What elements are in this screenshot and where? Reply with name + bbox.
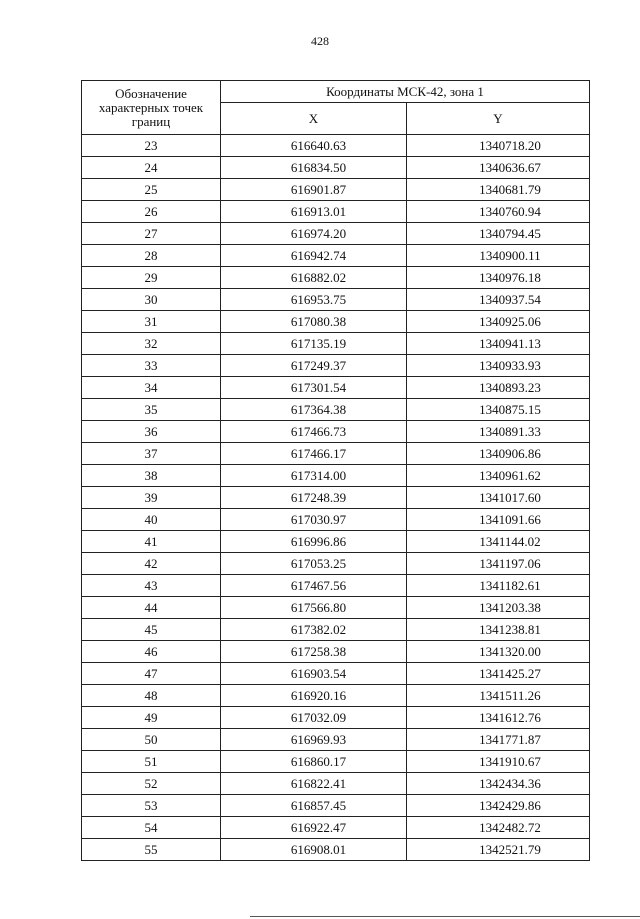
table-row xyxy=(82,773,590,795)
cell-point-number: 32 xyxy=(82,333,221,355)
cell-y: 1340893.23 xyxy=(407,377,590,399)
cell-y: 1341612.76 xyxy=(407,707,590,729)
table-row xyxy=(82,377,590,399)
cell-y: 1340961.62 xyxy=(407,465,590,487)
table-row xyxy=(82,641,590,663)
cell-x: 616920.16 xyxy=(221,685,407,707)
header-point-designation: Обозначение характерных точек границ xyxy=(82,81,221,135)
cell-x: 616640.63 xyxy=(221,135,407,157)
table-body xyxy=(82,135,590,861)
cell-point-number: 54 xyxy=(82,817,221,839)
table-row xyxy=(82,707,590,729)
cell-x: 617466.17 xyxy=(221,443,407,465)
table-row xyxy=(82,289,590,311)
cell-x: 617382.02 xyxy=(221,619,407,641)
header-x: X xyxy=(221,103,407,135)
cell-point-number: 52 xyxy=(82,773,221,795)
table-row xyxy=(82,399,590,421)
table-row xyxy=(82,619,590,641)
cell-point-number: 39 xyxy=(82,487,221,509)
cell-point-number: 43 xyxy=(82,575,221,597)
cell-y: 1340937.54 xyxy=(407,289,590,311)
cell-x: 616996.86 xyxy=(221,531,407,553)
cell-point-number: 27 xyxy=(82,223,221,245)
cell-y: 1341144.02 xyxy=(407,531,590,553)
table-row xyxy=(82,157,590,179)
cell-x: 617314.00 xyxy=(221,465,407,487)
table-row xyxy=(82,267,590,289)
cell-x: 616969.93 xyxy=(221,729,407,751)
cell-point-number: 42 xyxy=(82,553,221,575)
cell-x: 617032.09 xyxy=(221,707,407,729)
cell-y: 1341197.06 xyxy=(407,553,590,575)
cell-y: 1340760.94 xyxy=(407,201,590,223)
table-row xyxy=(82,729,590,751)
cell-point-number: 26 xyxy=(82,201,221,223)
table-row xyxy=(82,531,590,553)
cell-y: 1340976.18 xyxy=(407,267,590,289)
table-row xyxy=(82,839,590,861)
cell-point-number: 31 xyxy=(82,311,221,333)
cell-x: 616882.02 xyxy=(221,267,407,289)
cell-y: 1341182.61 xyxy=(407,575,590,597)
cell-point-number: 41 xyxy=(82,531,221,553)
cell-y: 1342434.36 xyxy=(407,773,590,795)
table-row xyxy=(82,685,590,707)
cell-point-number: 33 xyxy=(82,355,221,377)
cell-y: 1340636.67 xyxy=(407,157,590,179)
cell-point-number: 24 xyxy=(82,157,221,179)
cell-point-number: 34 xyxy=(82,377,221,399)
cell-point-number: 47 xyxy=(82,663,221,685)
table-row xyxy=(82,509,590,531)
cell-x: 617248.39 xyxy=(221,487,407,509)
cell-point-number: 55 xyxy=(82,839,221,861)
cell-x: 617566.80 xyxy=(221,597,407,619)
cell-y: 1340875.15 xyxy=(407,399,590,421)
coordinates-table xyxy=(81,80,590,861)
page-number: 428 xyxy=(311,34,329,48)
table-row xyxy=(82,751,590,773)
cell-point-number: 48 xyxy=(82,685,221,707)
cell-point-number: 28 xyxy=(82,245,221,267)
cell-x: 617364.38 xyxy=(221,399,407,421)
cell-x: 616974.20 xyxy=(221,223,407,245)
cell-x: 616834.50 xyxy=(221,157,407,179)
cell-point-number: 46 xyxy=(82,641,221,663)
table-row xyxy=(82,817,590,839)
cell-point-number: 25 xyxy=(82,179,221,201)
cell-y: 1341091.66 xyxy=(407,509,590,531)
cell-point-number: 36 xyxy=(82,421,221,443)
cell-y: 1342482.72 xyxy=(407,817,590,839)
cell-y: 1340718.20 xyxy=(407,135,590,157)
cell-y: 1340794.45 xyxy=(407,223,590,245)
table-row xyxy=(82,135,590,157)
cell-y: 1340941.13 xyxy=(407,333,590,355)
scan-edge-line xyxy=(250,916,640,917)
cell-y: 1341203.38 xyxy=(407,597,590,619)
cell-y: 1341238.81 xyxy=(407,619,590,641)
cell-x: 617466.73 xyxy=(221,421,407,443)
table-row xyxy=(82,201,590,223)
cell-x: 616913.01 xyxy=(221,201,407,223)
cell-y: 1341320.00 xyxy=(407,641,590,663)
cell-point-number: 40 xyxy=(82,509,221,531)
cell-x: 617467.56 xyxy=(221,575,407,597)
cell-y: 1342521.79 xyxy=(407,839,590,861)
table-row xyxy=(82,465,590,487)
table-row xyxy=(82,179,590,201)
cell-x: 616953.75 xyxy=(221,289,407,311)
cell-y: 1341910.67 xyxy=(407,751,590,773)
table-row xyxy=(82,333,590,355)
cell-x: 616857.45 xyxy=(221,795,407,817)
table-row xyxy=(82,597,590,619)
cell-x: 616860.17 xyxy=(221,751,407,773)
cell-y: 1341017.60 xyxy=(407,487,590,509)
cell-point-number: 51 xyxy=(82,751,221,773)
cell-point-number: 50 xyxy=(82,729,221,751)
header-y: Y xyxy=(407,103,590,135)
cell-y: 1342429.86 xyxy=(407,795,590,817)
cell-x: 617258.38 xyxy=(221,641,407,663)
table-row xyxy=(82,443,590,465)
cell-x: 617053.25 xyxy=(221,553,407,575)
table-row xyxy=(82,663,590,685)
cell-point-number: 44 xyxy=(82,597,221,619)
table-row xyxy=(82,575,590,597)
cell-x: 617030.97 xyxy=(221,509,407,531)
table-row xyxy=(82,487,590,509)
cell-x: 616942.74 xyxy=(221,245,407,267)
cell-x: 616922.47 xyxy=(221,817,407,839)
cell-y: 1340906.86 xyxy=(407,443,590,465)
cell-y: 1341771.87 xyxy=(407,729,590,751)
cell-y: 1341511.26 xyxy=(407,685,590,707)
table-row xyxy=(82,311,590,333)
cell-x: 617249.37 xyxy=(221,355,407,377)
cell-x: 616901.87 xyxy=(221,179,407,201)
cell-point-number: 29 xyxy=(82,267,221,289)
cell-y: 1341425.27 xyxy=(407,663,590,685)
cell-y: 1340933.93 xyxy=(407,355,590,377)
table-row xyxy=(82,245,590,267)
table-row xyxy=(82,223,590,245)
cell-x: 617301.54 xyxy=(221,377,407,399)
cell-x: 616903.54 xyxy=(221,663,407,685)
cell-point-number: 53 xyxy=(82,795,221,817)
cell-point-number: 37 xyxy=(82,443,221,465)
cell-point-number: 23 xyxy=(82,135,221,157)
table-row xyxy=(82,421,590,443)
cell-point-number: 49 xyxy=(82,707,221,729)
cell-y: 1340900.11 xyxy=(407,245,590,267)
table-row xyxy=(82,795,590,817)
cell-x: 616908.01 xyxy=(221,839,407,861)
cell-x: 617080.38 xyxy=(221,311,407,333)
cell-x: 616822.41 xyxy=(221,773,407,795)
header-coordinates: Координаты МСК-42, зона 1 xyxy=(221,81,590,103)
cell-y: 1340925.06 xyxy=(407,311,590,333)
cell-y: 1340891.33 xyxy=(407,421,590,443)
cell-point-number: 45 xyxy=(82,619,221,641)
table-row xyxy=(82,553,590,575)
cell-point-number: 30 xyxy=(82,289,221,311)
cell-x: 617135.19 xyxy=(221,333,407,355)
cell-y: 1340681.79 xyxy=(407,179,590,201)
cell-point-number: 35 xyxy=(82,399,221,421)
table-row xyxy=(82,355,590,377)
cell-point-number: 38 xyxy=(82,465,221,487)
